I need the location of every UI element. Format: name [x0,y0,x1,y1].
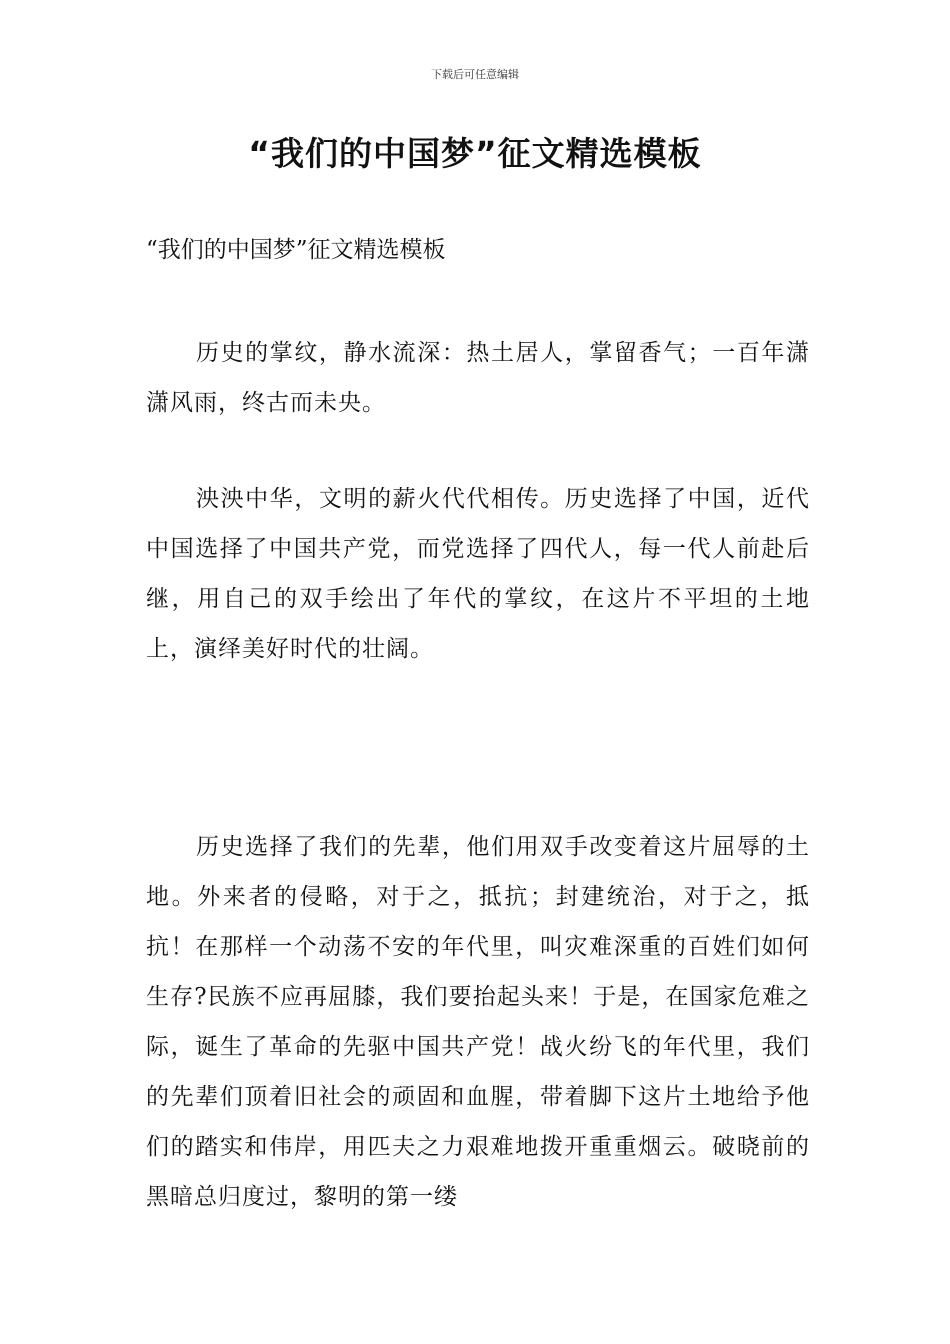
paragraph-1: 历史的掌纹，静水流深：热土居人，掌留香气；一百年潇潇风雨，终古而未央。 [146,340,810,416]
paragraph-2: 泱泱中华，文明的薪火代代相传。历史选择了中国，近代中国选择了中国共产党，而党选择了四代人，每一代人前赴后继，用自己的双手绘出了年代的掌纹，在这片不平坦的土地上，演绎美好时代的壮阔。 [146,486,810,662]
header-note: 下载后可任意编辑 [431,68,519,81]
paragraph-3: 历史选择了我们的先辈，他们用双手改变着这片屈辱的土地。外来者的侵略，对于之，抵抗；封建统治，对于之，抵抗！在那样一个动荡不安的年代里，叫灾难深重的百姓们如何生存?民族不应再屈膝，我们要抬起头来！于是，在国家危难之际，诞生了革命的先驱中国共产党！战火纷飞的年代里，我们的先辈们顶着旧社会的顽固和血腥，带着脚下这片土地给予他们的踏实和伟岸，用匹夫之力艰难地拨开重重烟云。破晓前的黑暗总归度过，黎明的第一缕 [146,834,810,1210]
document-title: “我们的中国梦”征文精选模板 [248,134,702,173]
document-subtitle: “我们的中国梦”征文精选模板 [146,237,446,263]
